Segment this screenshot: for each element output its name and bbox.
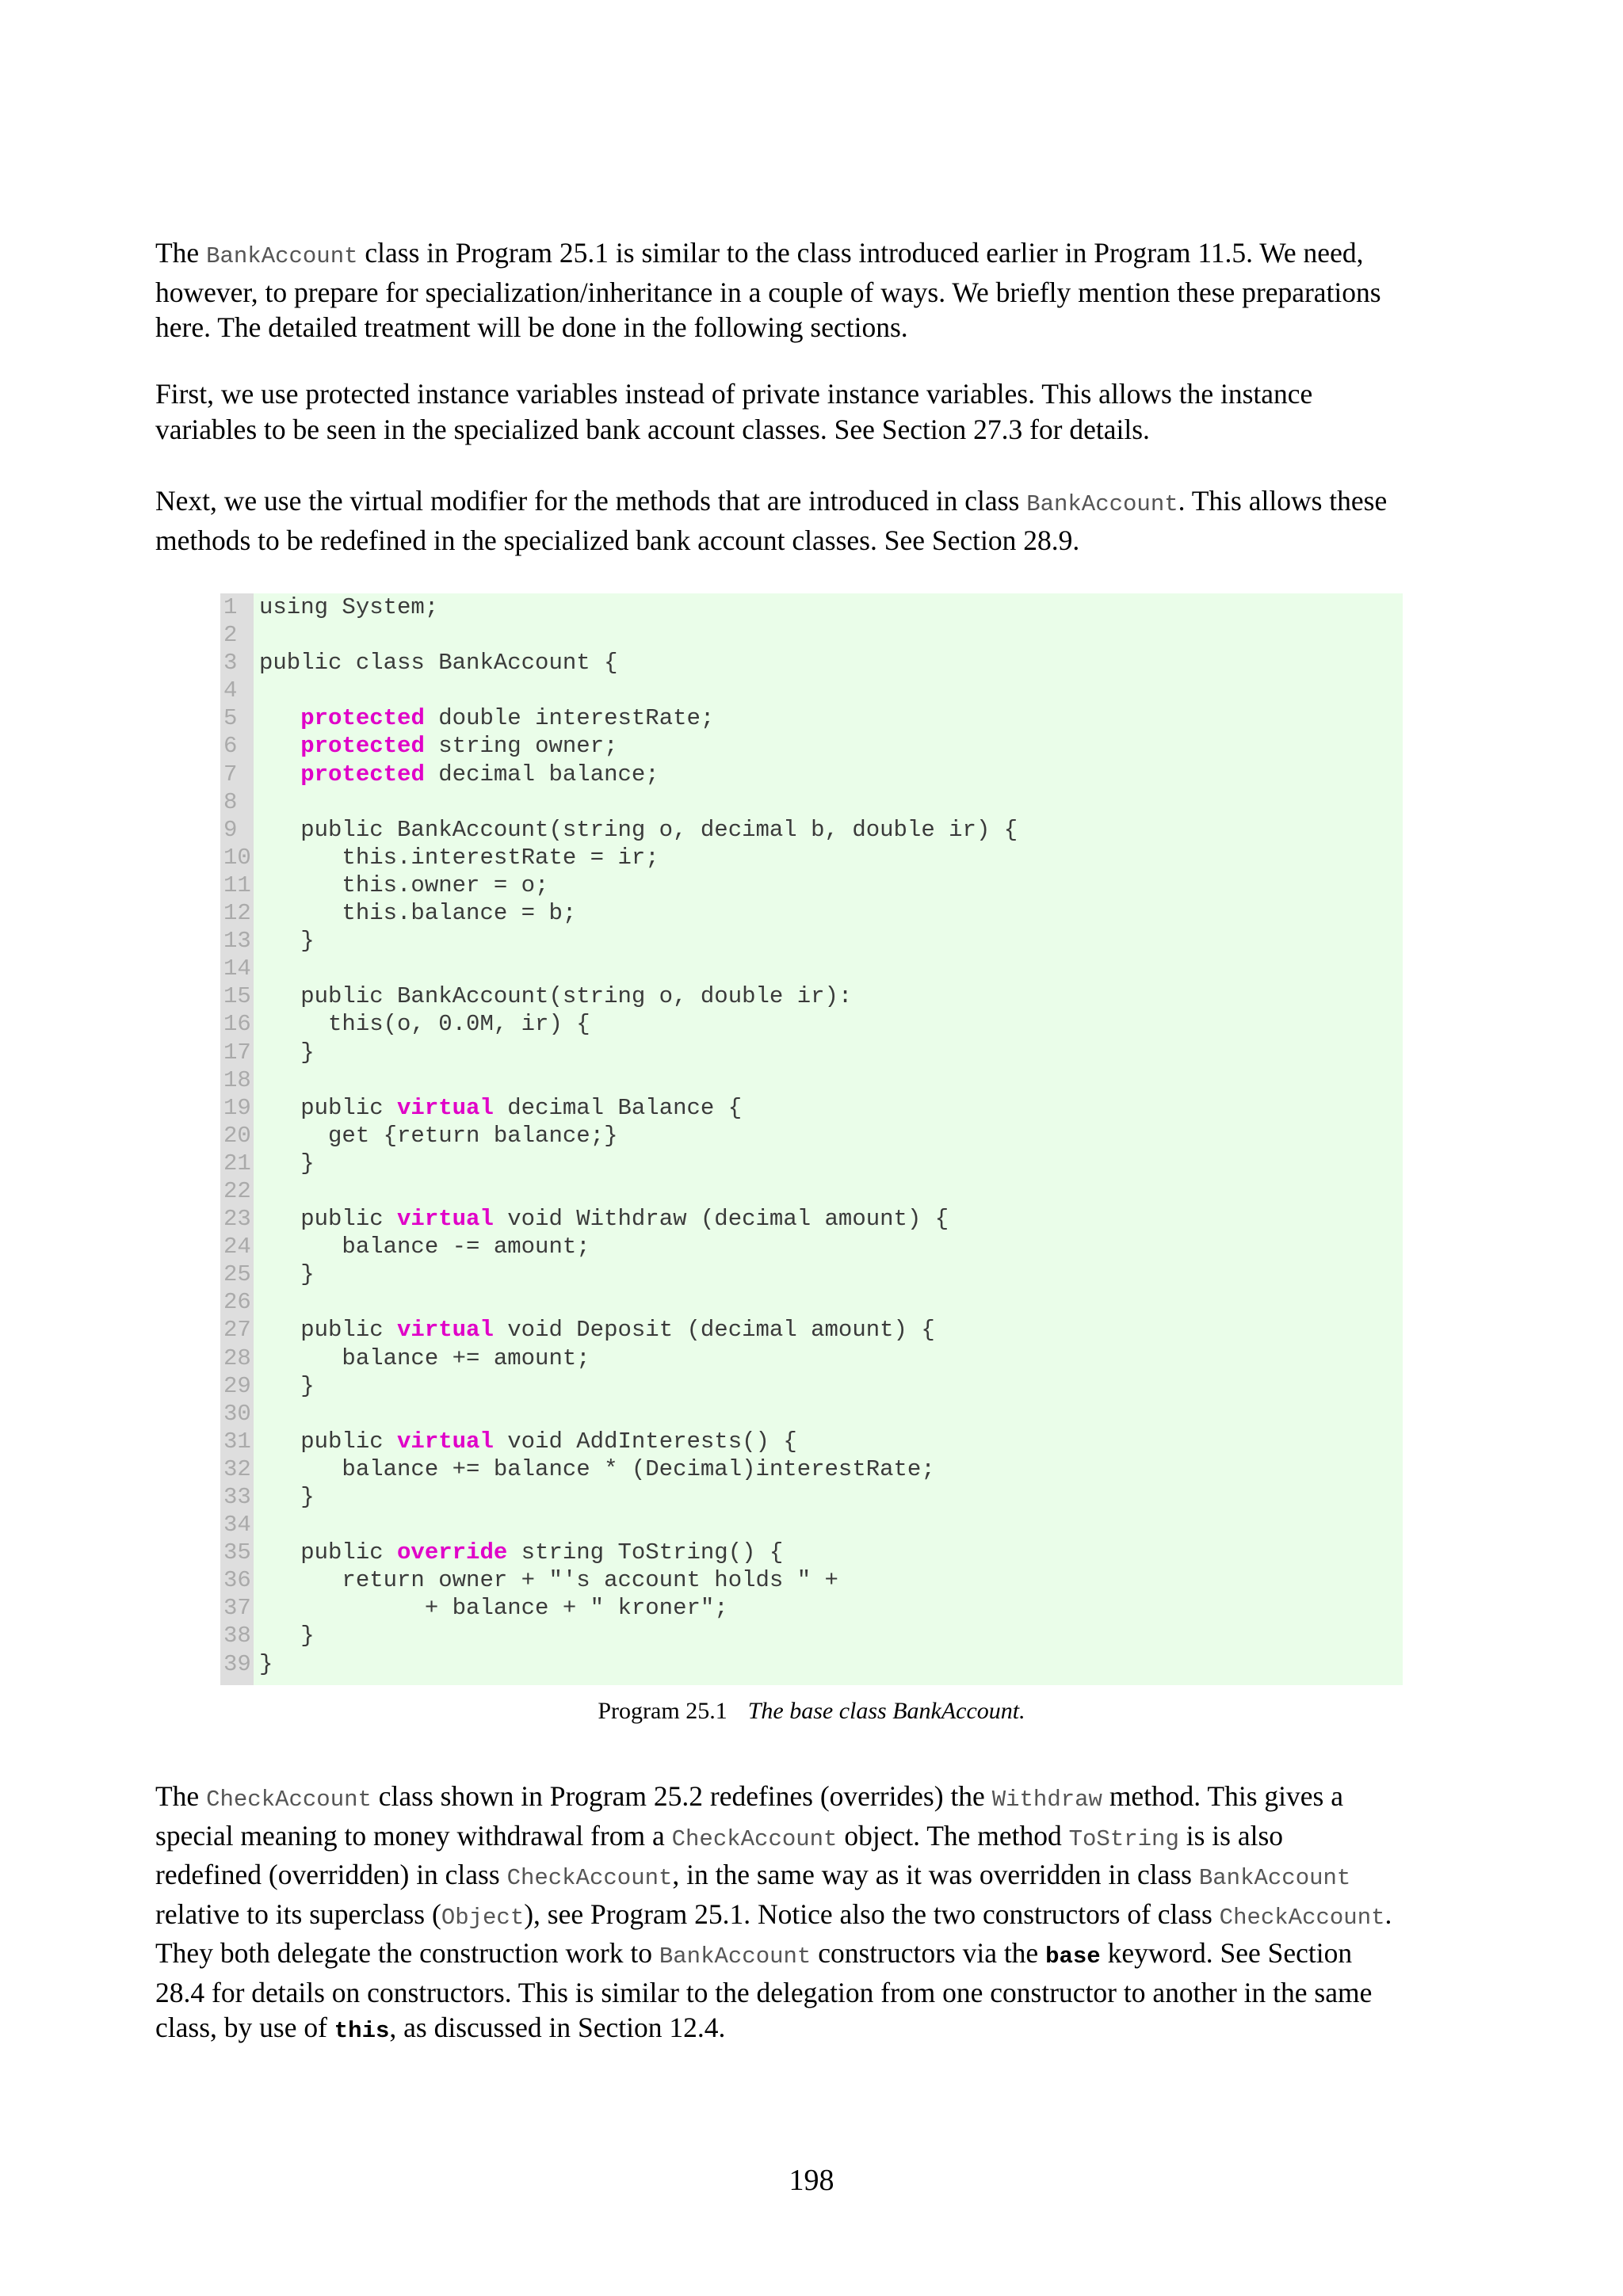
code-line: [220, 1483, 1018, 1511]
text-line: variables to be seen in the specialized bank account classes. See Section 27.3 for details.: [155, 413, 1150, 445]
line-number: 1: [223, 594, 238, 620]
line-number: 17: [223, 1039, 251, 1066]
line-number: 2: [223, 622, 238, 649]
code-text: balance -= amount;: [259, 1234, 590, 1261]
code-line: [220, 1594, 1018, 1622]
text-line: The BankAccount class in Program 25.1 is similar to the class introduced earlier in Program 11.5. We need,: [155, 237, 1364, 269]
code-text: protected string owner;: [300, 733, 618, 760]
line-number: 29: [223, 1372, 251, 1399]
line-number: 27: [223, 1317, 251, 1344]
code-line: [220, 1010, 1018, 1038]
code-text: }: [259, 1650, 273, 1677]
code-line: [220, 704, 1018, 732]
line-number: 33: [223, 1484, 251, 1510]
paragraph-protected: [155, 376, 1487, 447]
code-line: [220, 1400, 1018, 1428]
code-line: [220, 1511, 1018, 1539]
line-number: 8: [223, 788, 238, 815]
text-line: relative to its superclass (Object), see Program 25.1. Notice also the two constructors of class CheckAccount.: [155, 1897, 1392, 1931]
text-line: redefined (overridden) in class CheckAccount, in the same way as it was overridden in class BankAccount: [155, 1859, 1351, 1891]
text-line: First, we use protected instance variables instead of private instance variables. This allows the instance: [155, 378, 1313, 410]
code-text: public class BankAccount {: [259, 650, 618, 677]
line-number: 14: [223, 955, 251, 982]
code-line: [220, 1177, 1018, 1205]
code-line: [220, 1122, 1018, 1150]
text-line: They both delegate the construction work to BankAccount constructors via the base keyword. See Section: [155, 1937, 1353, 1970]
code-text: using System;: [259, 594, 439, 620]
code-line: [220, 1288, 1018, 1316]
caption-label: Program 25.1: [598, 1698, 727, 1724]
line-number: 9: [223, 816, 238, 843]
line-number: 18: [223, 1066, 251, 1093]
code-text: balance += balance * (Decimal)interestRate;: [259, 1455, 935, 1482]
code-text: public override string ToString() {: [259, 1539, 784, 1566]
line-number: 6: [223, 733, 238, 760]
code-text: }: [259, 1261, 315, 1288]
code-line: [220, 1344, 1018, 1372]
line-number: 23: [223, 1206, 251, 1233]
inline-code: BankAccount: [206, 243, 358, 269]
line-number: 7: [223, 761, 238, 788]
inline-code: ToString: [1068, 1825, 1179, 1852]
code-line: [220, 1094, 1018, 1122]
inline-code: BankAccount: [1198, 1865, 1351, 1891]
code-text: return owner + "'s account holds " +: [259, 1567, 838, 1594]
code-text: protected double interestRate;: [300, 705, 715, 732]
code-text: }: [259, 1484, 315, 1510]
inline-code: CheckAccount: [1219, 1904, 1385, 1931]
code-line: [220, 1372, 1018, 1400]
text-line: special meaning to money withdrawal from a CheckAccount object. The method ToString is is also: [155, 1819, 1284, 1852]
code-text: }: [259, 1150, 315, 1177]
code-text: protected decimal balance;: [300, 761, 659, 788]
page-number: 198: [789, 2164, 834, 2197]
code-text: this.interestRate = ir;: [259, 844, 659, 871]
code-text: public BankAccount(string o, double ir):: [259, 983, 853, 1010]
code-line: [220, 1233, 1018, 1261]
line-number: 31: [223, 1428, 251, 1455]
code-line: [220, 1150, 1018, 1177]
code-text: + balance + " kroner";: [259, 1595, 728, 1622]
code-keyword: virtual: [397, 1317, 494, 1344]
code-text: public virtual void AddInterests() {: [259, 1428, 797, 1455]
code-text: [254, 1289, 259, 1315]
code-line: [220, 593, 1018, 621]
inline-code-keyword: this: [334, 2018, 390, 2044]
inline-code: CheckAccount: [506, 1865, 673, 1891]
paragraph-virtual: [155, 483, 1487, 558]
line-number: 24: [223, 1234, 251, 1261]
code-line: [220, 1205, 1018, 1233]
code-line: [220, 1316, 1018, 1344]
inline-code: Object: [441, 1904, 525, 1931]
line-number: 13: [223, 928, 251, 955]
line-number: 19: [223, 1094, 251, 1121]
code-keyword: protected: [300, 733, 425, 760]
code-text: [254, 955, 259, 982]
program-caption: [0, 1695, 1623, 1727]
code-keyword: protected: [300, 761, 425, 788]
inline-code: BankAccount: [659, 1943, 812, 1970]
code-text: [254, 1067, 259, 1093]
code-line: [220, 621, 1018, 649]
line-number: 22: [223, 1177, 251, 1204]
code-line: [220, 732, 1018, 760]
code-line: [220, 788, 1018, 816]
code-line: [220, 649, 1018, 677]
code-text: }: [259, 928, 315, 955]
text-line: The CheckAccount class shown in Program 25.2 redefines (overrides) the Withdraw method. This gives a: [155, 1780, 1343, 1813]
code-keyword: protected: [300, 705, 425, 732]
paragraph-checkaccount: [155, 1779, 1487, 2050]
code-line: [220, 1539, 1018, 1566]
inline-code: CheckAccount: [206, 1787, 372, 1813]
code-keyword: override: [397, 1539, 508, 1566]
line-number: 12: [223, 900, 251, 927]
line-number: 35: [223, 1539, 251, 1566]
paragraph-intro: [155, 235, 1487, 345]
code-listing: [220, 593, 1403, 1685]
code-line: [220, 677, 1018, 704]
code-line: [220, 1039, 1018, 1066]
code-text: public virtual decimal Balance {: [259, 1094, 743, 1121]
caption-text: The base class BankAccount.: [747, 1698, 1025, 1724]
line-number: 26: [223, 1289, 251, 1316]
code-line: [220, 1622, 1018, 1650]
code-line: [220, 1261, 1018, 1288]
code-keyword: virtual: [397, 1428, 494, 1455]
line-number: 16: [223, 1011, 251, 1038]
code-text: public virtual void Deposit (decimal amount) {: [259, 1317, 935, 1344]
code-line: [220, 761, 1018, 788]
code-text: }: [259, 1623, 315, 1650]
line-number: 4: [223, 677, 238, 704]
code-text: this.balance = b;: [259, 900, 577, 927]
code-line: [220, 899, 1018, 927]
code-line: [220, 955, 1018, 982]
code-line: [220, 1650, 1018, 1678]
line-number: 11: [223, 871, 251, 898]
text-line: however, to prepare for specialization/inheritance in a couple of ways. We briefly mention these preparations: [155, 276, 1381, 308]
code-text: }: [259, 1372, 315, 1399]
code-line: [220, 1455, 1018, 1483]
code-text: public virtual void Withdraw (decimal amount) {: [259, 1206, 949, 1233]
line-number: 25: [223, 1261, 251, 1288]
code-keyword: virtual: [397, 1206, 494, 1233]
line-number: 39: [223, 1650, 251, 1677]
code-line: [220, 1428, 1018, 1455]
line-number: 38: [223, 1623, 251, 1650]
code-line: [220, 844, 1018, 871]
code-line: [220, 871, 1018, 899]
text-line: methods to be redefined in the specialized bank account classes. See Section 28.9.: [155, 524, 1080, 556]
line-number: 10: [223, 844, 251, 871]
code-text: [254, 1401, 259, 1427]
line-number: 37: [223, 1595, 251, 1622]
code-text: [254, 789, 259, 815]
line-number: 36: [223, 1567, 251, 1594]
code-text: [254, 622, 259, 648]
line-number: 28: [223, 1344, 251, 1371]
code-keyword: virtual: [397, 1094, 494, 1121]
inline-code: CheckAccount: [671, 1825, 838, 1852]
code-line: [220, 982, 1018, 1010]
code-text: [254, 1178, 259, 1204]
text-line: here. The detailed treatment will be done in the following sections.: [155, 311, 908, 343]
code-line: [220, 1566, 1018, 1594]
code-line: [220, 1066, 1018, 1094]
line-number: 34: [223, 1512, 251, 1539]
line-number: 20: [223, 1122, 251, 1149]
inline-code-keyword: base: [1045, 1943, 1101, 1970]
code-text: this.owner = o;: [259, 871, 549, 898]
code-text: public BankAccount(string o, decimal b, double ir) {: [259, 816, 1018, 843]
text-line: 28.4 for details on constructors. This is similar to the delegation from one constructor to another in the same: [155, 1976, 1373, 2008]
code-text: }: [259, 1039, 315, 1066]
line-number: 3: [223, 650, 238, 677]
line-number: 32: [223, 1455, 251, 1482]
inline-code: Withdraw: [991, 1787, 1102, 1813]
code-text: [254, 677, 259, 704]
line-number: 21: [223, 1150, 251, 1177]
code-text: balance += amount;: [259, 1344, 590, 1371]
code-text: [254, 1512, 259, 1538]
code-line: [220, 927, 1018, 955]
code-line: [220, 816, 1018, 844]
line-number: 30: [223, 1400, 251, 1427]
text-line: class, by use of this, as discussed in Section 12.4.: [155, 2012, 726, 2044]
line-number: 5: [223, 705, 238, 732]
inline-code: BankAccount: [1026, 491, 1178, 517]
code-lines: [220, 593, 1018, 1678]
code-text: this(o, 0.0M, ir) {: [259, 1011, 590, 1038]
code-text: get {return balance;}: [259, 1122, 618, 1149]
text-line: Next, we use the virtual modifier for the methods that are introduced in class BankAccount. This allows these: [155, 485, 1388, 517]
line-number: 15: [223, 983, 251, 1010]
